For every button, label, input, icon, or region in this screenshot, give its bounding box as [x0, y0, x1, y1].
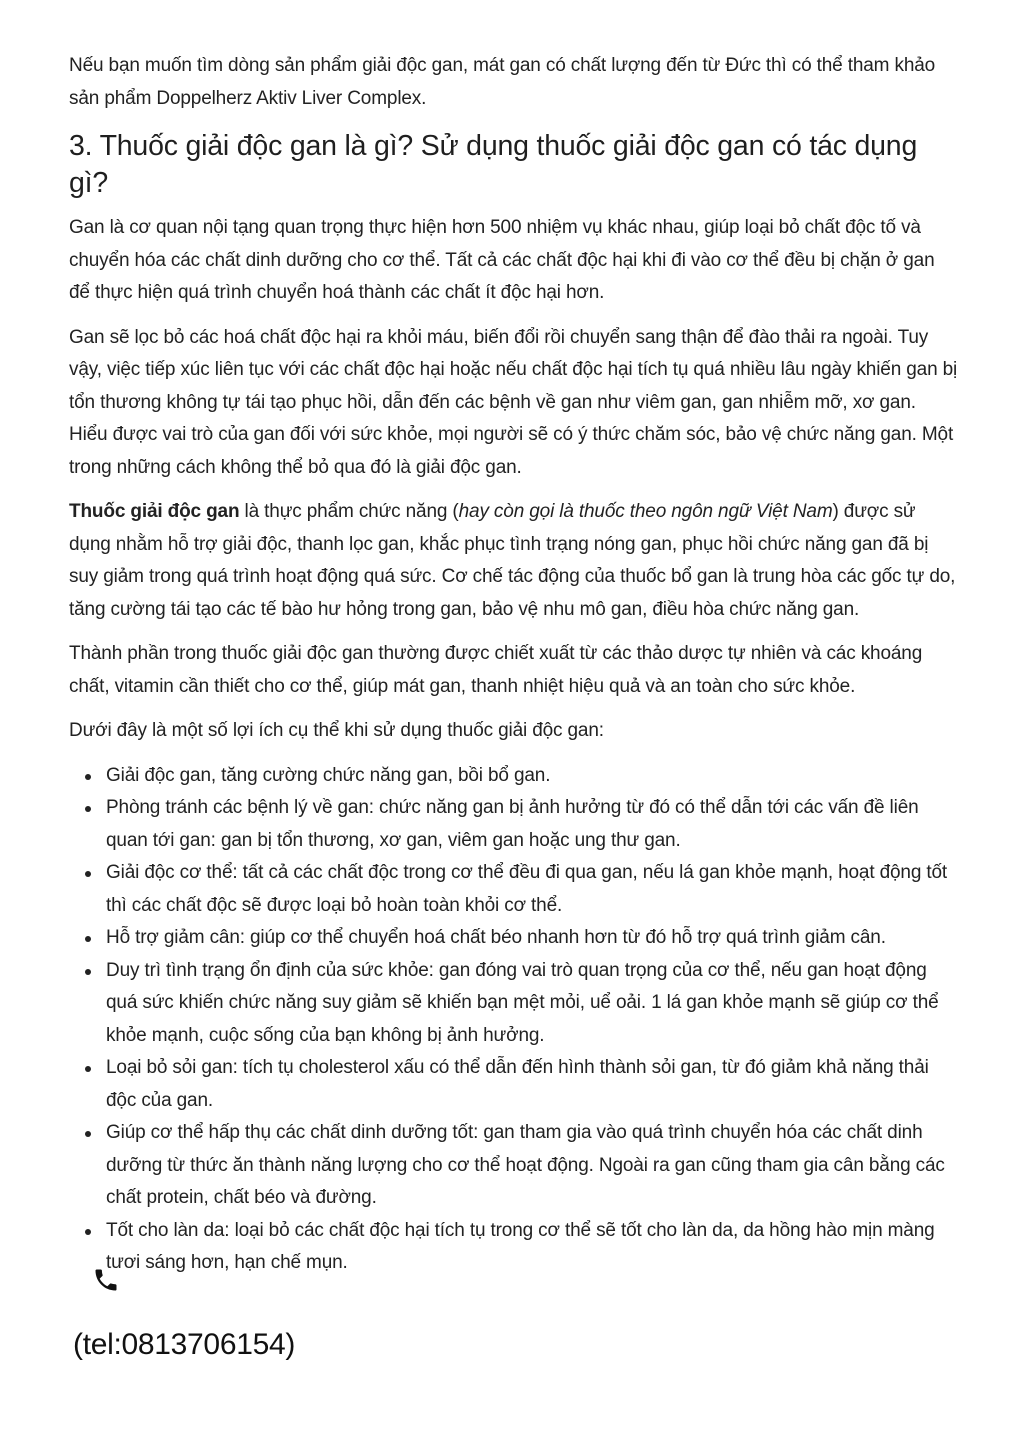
list-item: Tốt cho làn da: loại bỏ các chất độc hại tích tụ trong cơ thể sẽ tốt cho làn da, da hồng hào mịn màng tươi sáng hơn, hạn chế mụn. [106, 1215, 959, 1280]
benefits-list [69, 760, 959, 1280]
list-item: Hỗ trợ giảm cân: giúp cơ thể chuyển hoá chất béo nhanh hơn từ đó hỗ trợ quá trình giảm cân. [106, 922, 959, 955]
list-item: Duy trì tình trạng ổn định của sức khỏe: gan đóng vai trò quan trọng của cơ thể, nếu gan hoạt động quá sức khiến chức năng suy giảm sẽ khiến bạn mệt mỏi, uể oải. 1 lá gan khỏe mạnh sẽ giúp cơ thể khỏe mạnh, cuộc sống của bạn không bị ảnh hưởng. [106, 955, 959, 1053]
definition-text-a: là thực phẩm chức năng ( [239, 501, 459, 522]
paragraph-liver-role: Gan là cơ quan nội tạng quan trọng thực hiện hơn 500 nhiệm vụ khác nhau, giúp loại bỏ chất độc tố và chuyển hóa các chất dinh dưỡng cho cơ thể. Tất cả các chất độc hại khi đi vào cơ thể đều bị chặn ở gan để thực hiện quá trình chuyển hoá thành các chất ít độc hại hơn. [69, 217, 935, 303]
article-body [69, 50, 959, 1280]
section-heading: 3. Thuốc giải độc gan là gì? Sử dụng thuốc giải độc gan có tác dụng gì? [69, 130, 918, 199]
list-item: Giúp cơ thể hấp thụ các chất dinh dưỡng tốt: gan tham gia vào quá trình chuyển hóa các chất dinh dưỡng từ thức ăn thành năng lượng cho cơ thể hoạt động. Ngoài ra gan cũng tham gia cân bằng các chất protein, chất béo và đường. [106, 1117, 959, 1215]
intro-paragraph: Nếu bạn muốn tìm dòng sản phẩm giải độc gan, mát gan có chất lượng đến từ Đức thì có thể tham khảo sản phẩm Doppelherz Aktiv Liver Complex. [69, 55, 936, 109]
list-item: Giải độc cơ thể: tất cả các chất độc trong cơ thể đều đi qua gan, nếu lá gan khỏe mạnh, hoạt động tốt thì các chất độc sẽ được loại bỏ hoàn toàn khỏi cơ thể. [106, 857, 959, 922]
definition-text-b: ) được sử dụng nhằm hỗ trợ giải độc, thanh lọc gan, khắc phục tình trạng nóng gan, phục hồi chức năng gan đã bị suy giảm trong quá trình hoạt động quá sức. Cơ chế tác động của thuốc bổ gan là trung hòa các gốc tự do, tăng cường tái tạo các tế bào hư hỏng trong gan, bảo vệ nhu mô gan, điều hòa chức năng gan. [69, 501, 956, 620]
definition-term: Thuốc giải độc gan [69, 501, 240, 522]
phone-icon[interactable] [92, 1266, 120, 1294]
paragraph-liver-detox: Gan sẽ lọc bỏ các hoá chất độc hại ra khỏi máu, biến đổi rồi chuyển sang thận để đào thải ra ngoài. Tuy vậy, việc tiếp xúc liên tục với các chất độc hại hoặc nếu chất độc hại tích tụ quá nhiều lâu ngày khiến gan bị tổn thương không tự tái tạo phục hồi, dẫn đến các bệnh về gan như viêm gan, gan nhiễm mỡ, xơ gan. Hiểu được vai trò của gan đối với sức khỏe, mọi người sẽ có ý thức chăm sóc, bảo vệ chức năng gan. Một trong những cách không thể bỏ qua đó là giải độc gan. [69, 326, 958, 478]
paragraph-definition [69, 496, 959, 626]
phone-link[interactable]: (tel:0813706154) [73, 1328, 296, 1361]
paragraph-benefits-intro: Dưới đây là một số lợi ích cụ thể khi sử dụng thuốc giải độc gan: [69, 720, 604, 741]
list-item: Phòng tránh các bệnh lý về gan: chức năng gan bị ảnh hưởng từ đó có thể dẫn tới các vấn đề liên quan tới gan: gan bị tổn thương, xơ gan, viêm gan hoặc ung thư gan. [106, 792, 959, 857]
paragraph-ingredients: Thành phần trong thuốc giải độc gan thường được chiết xuất từ các thảo dược tự nhiên và các khoáng chất, vitamin cần thiết cho cơ thể, giúp mát gan, thanh nhiệt hiệu quả và an toàn cho sức khỏe. [69, 643, 923, 697]
list-item: Giải độc gan, tăng cường chức năng gan, bồi bổ gan. [106, 760, 959, 793]
definition-note: hay còn gọi là thuốc theo ngôn ngữ Việt Nam [458, 501, 833, 522]
list-item: Loại bỏ sỏi gan: tích tụ cholesterol xấu có thể dẫn đến hình thành sỏi gan, từ đó giảm khả năng thải độc của gan. [106, 1052, 959, 1117]
